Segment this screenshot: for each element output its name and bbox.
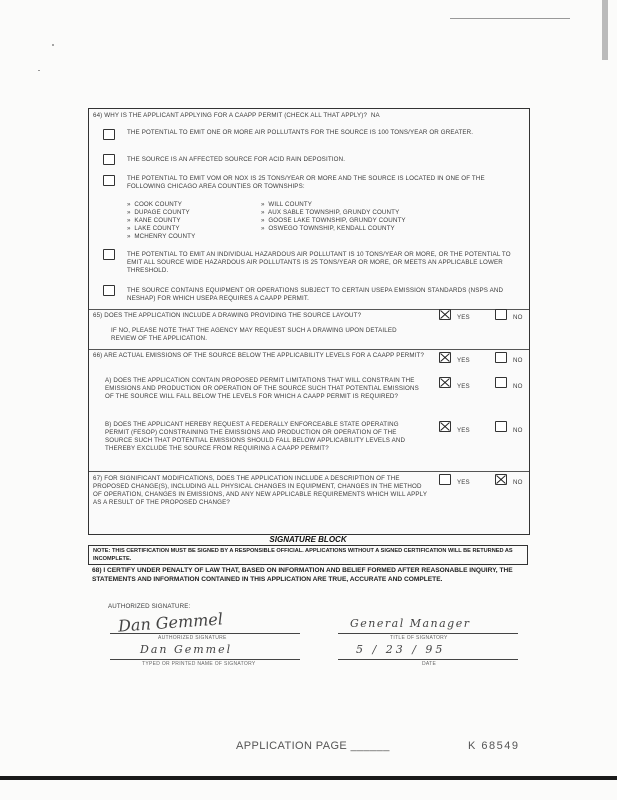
page-number-blank: ______ xyxy=(350,740,390,752)
q66b-no-label: NO xyxy=(513,427,523,434)
q67-text: 67) FOR SIGNIFICANT MODIFICATIONS, DOES THE APPLICATION INCLUDE A DESCRIPTION OF THE PROPOSED CHANGE(S), INCLUDING ALL PHYSICAL CHANGES IN EQUIPMENT, CHANGES IN THE METHOD OF OPERATION, CHANGES IN EMISSIONS, AND ANY NEW APPLICABLE REQUIREMENTS WHICH WILL APPLY AS A RESULT OF THE PROPOSED CHANGE? xyxy=(93,475,429,506)
q65-no-label: NO xyxy=(513,314,523,321)
title-line xyxy=(338,633,518,634)
signature-block xyxy=(88,535,528,675)
q66-text: 66) ARE ACTUAL EMISSIONS OF THE SOURCE BELOW THE APPLICABILITY LEVELS FOR A CAAPP PERMIT? xyxy=(93,352,425,359)
q64-title: 64) WHY IS THE APPLICANT APPLYING FOR A CAAPP PERMIT (CHECK ALL THAT APPLY)? NA xyxy=(93,112,380,119)
caapp-questions-form xyxy=(88,108,530,535)
scan-speck xyxy=(52,44,54,46)
county-list-item: » KANE COUNTY xyxy=(127,217,181,224)
county-name: GOOSE LAKE TOWNSHIP, GRUNDY COUNTY xyxy=(268,217,406,224)
authorized-signature-label: AUTHORIZED SIGNATURE: xyxy=(108,603,191,610)
county-list-item: » DUPAGE COUNTY xyxy=(127,209,190,216)
county-list-item: » AUX SABLE TOWNSHIP, GRUNDY COUNTY xyxy=(261,209,400,216)
q64-option-4-checkbox[interactable] xyxy=(103,249,115,260)
q64-option-1-text: THE POTENTIAL TO EMIT ONE OR MORE AIR POLLUTANTS FOR THE SOURCE IS 100 TONS/YEAR OR GREATER. xyxy=(127,129,474,136)
signature-caption: AUTHORIZED SIGNATURE xyxy=(158,635,227,641)
q64-option-3-checkbox[interactable] xyxy=(103,175,115,186)
q64-option-5-checkbox[interactable] xyxy=(103,285,115,296)
date-caption: DATE xyxy=(422,661,437,667)
county-name: KANE COUNTY xyxy=(134,217,181,224)
q66a-yes-label: YES xyxy=(457,383,470,390)
q67-no-checkbox[interactable] xyxy=(495,474,507,485)
section-divider xyxy=(89,309,529,310)
county-name: COOK COUNTY xyxy=(134,201,183,208)
q67-no-label: NO xyxy=(513,479,523,486)
q66b-text: B) DOES THE APPLICANT HEREBY REQUEST A FEDERALLY ENFORCEABLE STATE OPERATING PERMIT (FESOP) CONSTRAINING THE EMISSIONS AND PRODUCTION OR OPERATION OF THE SOURCE SUCH THAT POTENTIAL EMISSIONS SHOULD FALL BELOW APPLICABILITY LEVELS AND THEREBY EXCLUDE THE SOURCE FROM REQUIRING A CAAPP PERMIT? xyxy=(105,421,407,452)
q66-yes-label: YES xyxy=(457,357,470,364)
county-list-item: » COOK COUNTY xyxy=(127,201,183,208)
section-divider xyxy=(89,349,529,350)
q64-option-5-text: THE SOURCE CONTAINS EQUIPMENT OR OPERATIONS SUBJECT TO CERTAIN USEPA EMISSION STANDARDS (NSPS AND NESHAP) FOR WHICH USEPA REQUIRES A CAAPP PERMIT. xyxy=(127,287,505,302)
q64-option-2-checkbox[interactable] xyxy=(103,154,115,165)
q66-no-label: NO xyxy=(513,357,523,364)
signature-note-box xyxy=(88,545,528,565)
title-handwritten: General Manager xyxy=(350,617,471,630)
q65-yes-label: YES xyxy=(457,314,470,321)
title-caption: TITLE OF SIGNATORY xyxy=(390,635,448,641)
signature-line xyxy=(110,633,300,634)
document-number: K 68549 xyxy=(468,740,520,752)
q66-yes-checkbox[interactable] xyxy=(439,352,451,363)
scan-bottom-edge xyxy=(0,776,617,780)
q65-no-checkbox[interactable] xyxy=(495,309,507,320)
q64-option-3-text: THE POTENTIAL TO EMIT VOM OR NOX IS 25 TONS/YEAR OR MORE AND THE SOURCE IS LOCATED IN ONE OF THE FOLLOWING CHICAGO AREA COUNTIES OR TOWNSHIPS: xyxy=(127,175,487,190)
county-name: OSWEGO TOWNSHIP, KENDALL COUNTY xyxy=(268,225,395,232)
printed-name-line xyxy=(110,659,300,660)
signature-block-title: SIGNATURE BLOCK xyxy=(269,535,347,544)
page-label-text: APPLICATION PAGE xyxy=(236,740,348,752)
q64-option-4-text: THE POTENTIAL TO EMIT AN INDIVIDUAL HAZARDOUS AIR POLLUTANT IS 10 TONS/YEAR OR MORE, OR THE POTENTIAL TO EMIT ALL SOURCE WIDE HAZARDOUS AIR POLLUTANTS IS 25 TONS/YEAR OR MORE, OR MEETS AN APPLICABLE LOWER THRESHOLD. xyxy=(127,251,513,274)
q66a-no-checkbox[interactable] xyxy=(495,377,507,388)
q65-yes-checkbox[interactable] xyxy=(439,309,451,320)
q66a-yes-checkbox[interactable] xyxy=(439,377,451,388)
q66-no-checkbox[interactable] xyxy=(495,352,507,363)
q66b-yes-checkbox[interactable] xyxy=(439,421,451,432)
scan-edge-shadow xyxy=(602,0,608,60)
signature-note: NOTE: THIS CERTIFICATION MUST BE SIGNED BY A RESPONSIBLE OFFICIAL. APPLICATIONS WITHOUT A SIGNED CERTIFICATION WILL BE RETURNED AS INCOMPLETE. xyxy=(93,548,513,562)
q66a-text: A) DOES THE APPLICATION CONTAIN PROPOSED PERMIT LIMITATIONS THAT WILL CONSTRAIN THE EMISSIONS AND PRODUCTION OR OPERATION OF THE SOURCE SUCH THAT POTENTIAL EMISSIONS OF THE SOURCE WILL FALL BELOW THE LEVELS FOR WHICH A CAAPP PERMIT IS REQUIRED? xyxy=(105,377,421,400)
county-name: AUX SABLE TOWNSHIP, GRUNDY COUNTY xyxy=(268,209,400,216)
scan-edge-line xyxy=(450,18,570,19)
printed-name-caption: TYPED OR PRINTED NAME OF SIGNATORY xyxy=(142,661,256,667)
county-list-item: » MCHENRY COUNTY xyxy=(127,233,196,240)
date-handwritten: 5 / 23 / 95 xyxy=(356,643,446,656)
q65-note: IF NO, PLEASE NOTE THAT THE AGENCY MAY REQUEST SUCH A DRAWING UPON DETAILED REVIEW OF THE APPLICATION. xyxy=(111,327,399,342)
q66b-no-checkbox[interactable] xyxy=(495,421,507,432)
q64-option-1-checkbox[interactable] xyxy=(103,129,115,140)
county-name: LAKE COUNTY xyxy=(134,225,180,232)
printed-name-handwritten: Dan Gemmel xyxy=(140,643,233,656)
county-list-item: » GOOSE LAKE TOWNSHIP, GRUNDY COUNTY xyxy=(261,217,406,224)
q66a-no-label: NO xyxy=(513,383,523,390)
q67-yes-label: YES xyxy=(457,479,470,486)
section-divider xyxy=(89,471,529,472)
scan-speck xyxy=(38,70,40,71)
signature-handwritten: Dan Gemmel xyxy=(117,609,224,636)
q67-yes-checkbox[interactable] xyxy=(439,474,451,485)
certification-statement: 68) I CERTIFY UNDER PENALTY OF LAW THAT, BASED ON INFORMATION AND BELIEF FORMED AFTER REASONABLE INQUIRY, THE STATEMENTS AND INFORMATION CONTAINED IN THIS APPLICATION ARE TRUE, ACCURATE AND COMPLETE. xyxy=(92,567,513,583)
county-name: WILL COUNTY xyxy=(268,201,313,208)
county-list-item: » OSWEGO TOWNSHIP, KENDALL COUNTY xyxy=(261,225,395,232)
date-line xyxy=(338,659,518,660)
application-page-label xyxy=(236,740,390,752)
county-list-item: » LAKE COUNTY xyxy=(127,225,180,232)
q65-text: 65) DOES THE APPLICATION INCLUDE A DRAWING PROVIDING THE SOURCE LAYOUT? xyxy=(93,312,362,319)
q66b-yes-label: YES xyxy=(457,427,470,434)
q64-option-2-text: THE SOURCE IS AN AFFECTED SOURCE FOR ACID RAIN DEPOSITION. xyxy=(127,156,346,163)
county-name: DUPAGE COUNTY xyxy=(134,209,190,216)
county-name: MCHENRY COUNTY xyxy=(134,233,196,240)
county-list-item: » WILL COUNTY xyxy=(261,201,313,208)
